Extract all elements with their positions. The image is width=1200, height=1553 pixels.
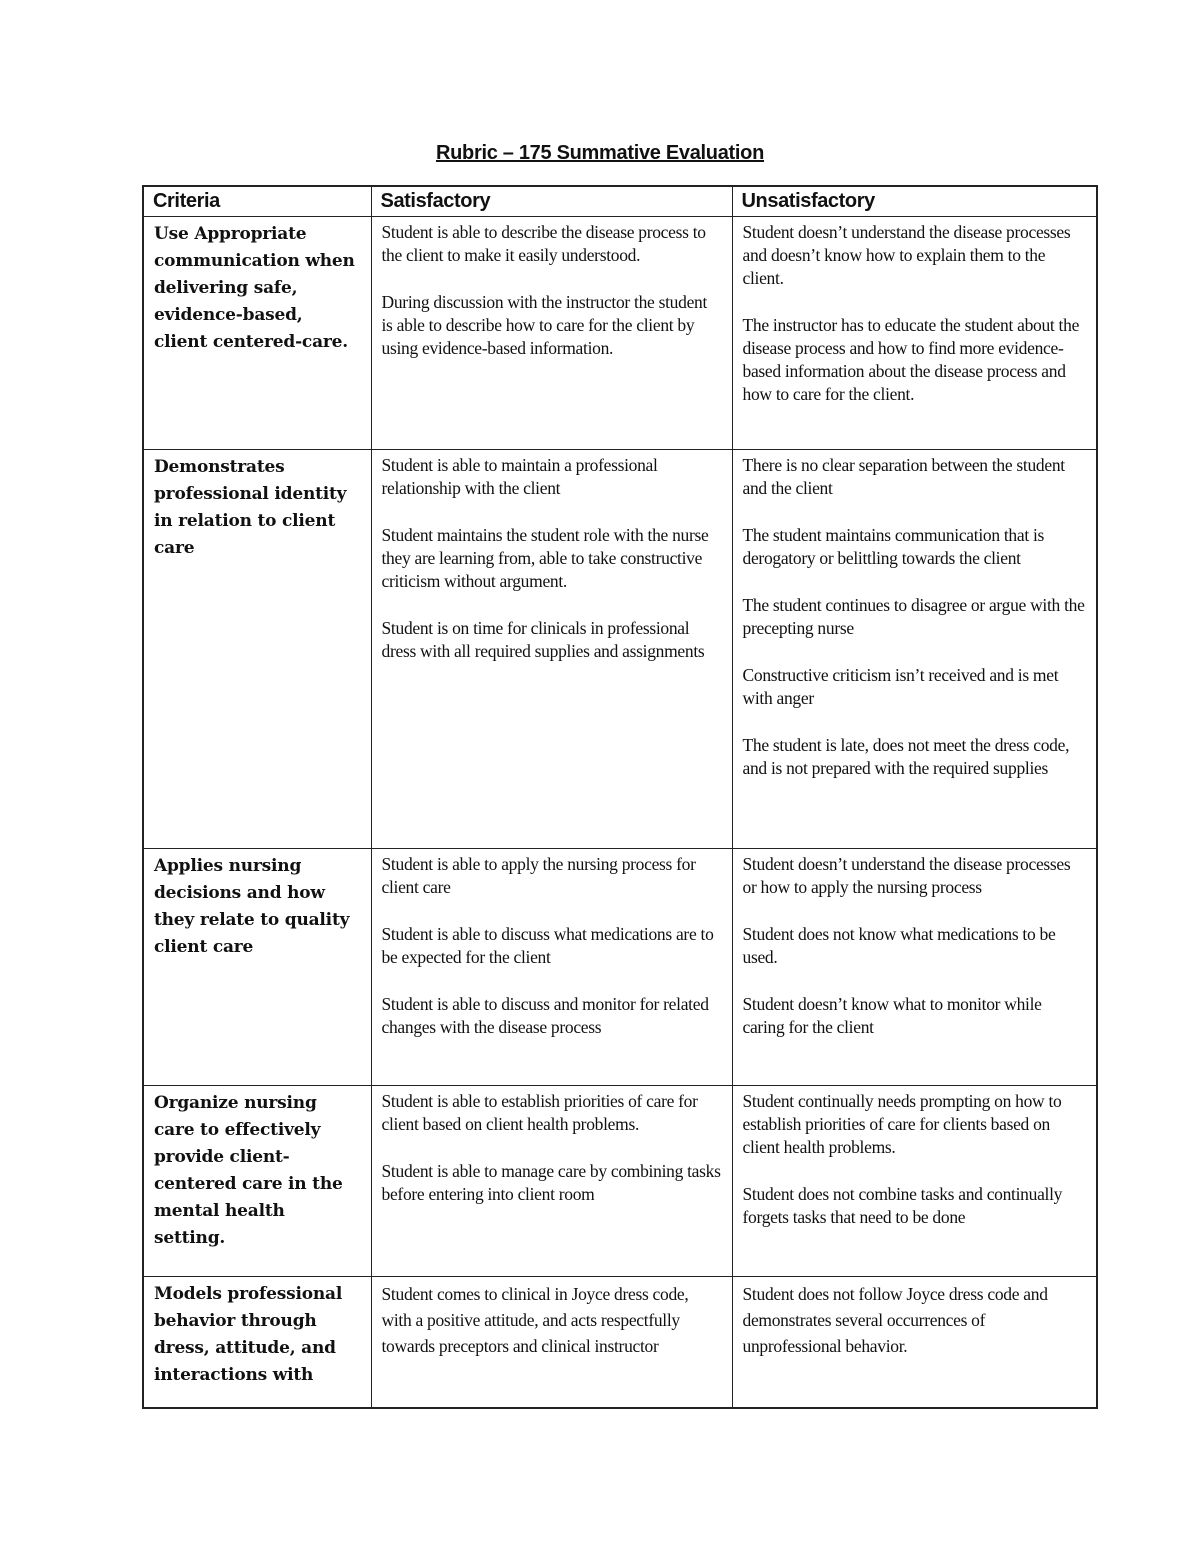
rubric-table [142, 185, 1098, 1409]
satisfactory-item: Student is able to establish priorities of care for client based on client health problems. [381, 1091, 698, 1134]
satisfactory-item: Student is able to apply the nursing process for client care [381, 854, 696, 897]
unsatisfactory-item: The student is late, does not meet the dress code, and is not prepared with the required supplies [742, 735, 1070, 778]
criteria-cell: Organize nursing care to effectively provide client-centered care in the mental health setting. [143, 1086, 371, 1277]
satisfactory-item: Student is on time for clinicals in professional dress with all required supplies and assignments [381, 618, 705, 661]
criteria-cell: Demonstrates professional identity in relation to client care [143, 450, 371, 849]
satisfactory-cell [371, 1086, 732, 1277]
satisfactory-item: Student is able to maintain a professional relationship with the client [381, 455, 658, 498]
table-row [143, 1277, 1097, 1409]
unsatisfactory-cell [732, 1086, 1097, 1277]
page-title: Rubric – 175 Summative Evaluation [435, 142, 764, 164]
satisfactory-cell [371, 217, 732, 450]
satisfactory-cell [371, 1277, 732, 1409]
header-row [143, 186, 1097, 217]
table-row [143, 1086, 1097, 1277]
unsatisfactory-cell [732, 450, 1097, 849]
criteria-cell: Applies nursing decisions and how they relate to quality client care [143, 849, 371, 1086]
unsatisfactory-cell [732, 849, 1097, 1086]
satisfactory-item: Student comes to clinical in Joyce dress code, with a positive attitude, and acts respectfully towards preceptors and clinical instructor [381, 1284, 689, 1356]
unsatisfactory-item: Student doesn’t understand the disease processes and doesn’t know how to explain them to the client. [742, 222, 1071, 288]
unsatisfactory-item: Student doesn’t know what to monitor while caring for the client [742, 994, 1042, 1037]
header-criteria: Criteria [143, 186, 371, 217]
satisfactory-item: Student is able to describe the disease process to the client to make it easily understood. [381, 222, 706, 265]
satisfactory-item: During discussion with the instructor the student is able to describe how to care for the client by using evidence-based information. [381, 292, 708, 358]
unsatisfactory-item: Student continually needs prompting on how to establish priorities of care for clients based on client health problems. [742, 1091, 1062, 1157]
unsatisfactory-item: Student does not follow Joyce dress code and demonstrates several occurrences of unprofessional behavior. [742, 1284, 1048, 1356]
unsatisfactory-cell [732, 1277, 1097, 1409]
unsatisfactory-cell [732, 217, 1097, 450]
unsatisfactory-item: The student maintains communication that is derogatory or belittling towards the client [742, 525, 1045, 568]
unsatisfactory-item: Student does not combine tasks and continually forgets tasks that need to be done [742, 1184, 1063, 1227]
table-row [143, 849, 1097, 1086]
satisfactory-item: Student is able to discuss and monitor for related changes with the disease process [381, 994, 709, 1037]
unsatisfactory-item: The student continues to disagree or argue with the precepting nurse [742, 595, 1085, 638]
satisfactory-item: Student maintains the student role with the nurse they are learning from, able to take constructive criticism without argument. [381, 525, 709, 591]
unsatisfactory-item: The instructor has to educate the student about the disease process and how to find more evidence-based information about the disease process and how to care for the client. [742, 315, 1080, 404]
satisfactory-cell [371, 849, 732, 1086]
table-row [143, 217, 1097, 450]
unsatisfactory-item: There is no clear separation between the student and the client [742, 455, 1065, 498]
header-satisfactory: Satisfactory [371, 186, 732, 217]
satisfactory-item: Student is able to manage care by combining tasks before entering into client room [381, 1161, 721, 1204]
criteria-cell: Use Appropriate communication when delivering safe, evidence-based, client centered-care. [143, 217, 371, 450]
unsatisfactory-item: Student doesn’t understand the disease processes or how to apply the nursing process [742, 854, 1071, 897]
unsatisfactory-item: Student does not know what medications to be used. [742, 924, 1056, 967]
satisfactory-item: Student is able to discuss what medications are to be expected for the client [381, 924, 714, 967]
header-unsatisfactory: Unsatisfactory [732, 186, 1097, 217]
table-row [143, 450, 1097, 849]
criteria-cell: Models professional behavior through dress, attitude, and interactions with [143, 1277, 371, 1409]
unsatisfactory-item: Constructive criticism isn’t received and is met with anger [742, 665, 1059, 708]
satisfactory-cell [371, 450, 732, 849]
